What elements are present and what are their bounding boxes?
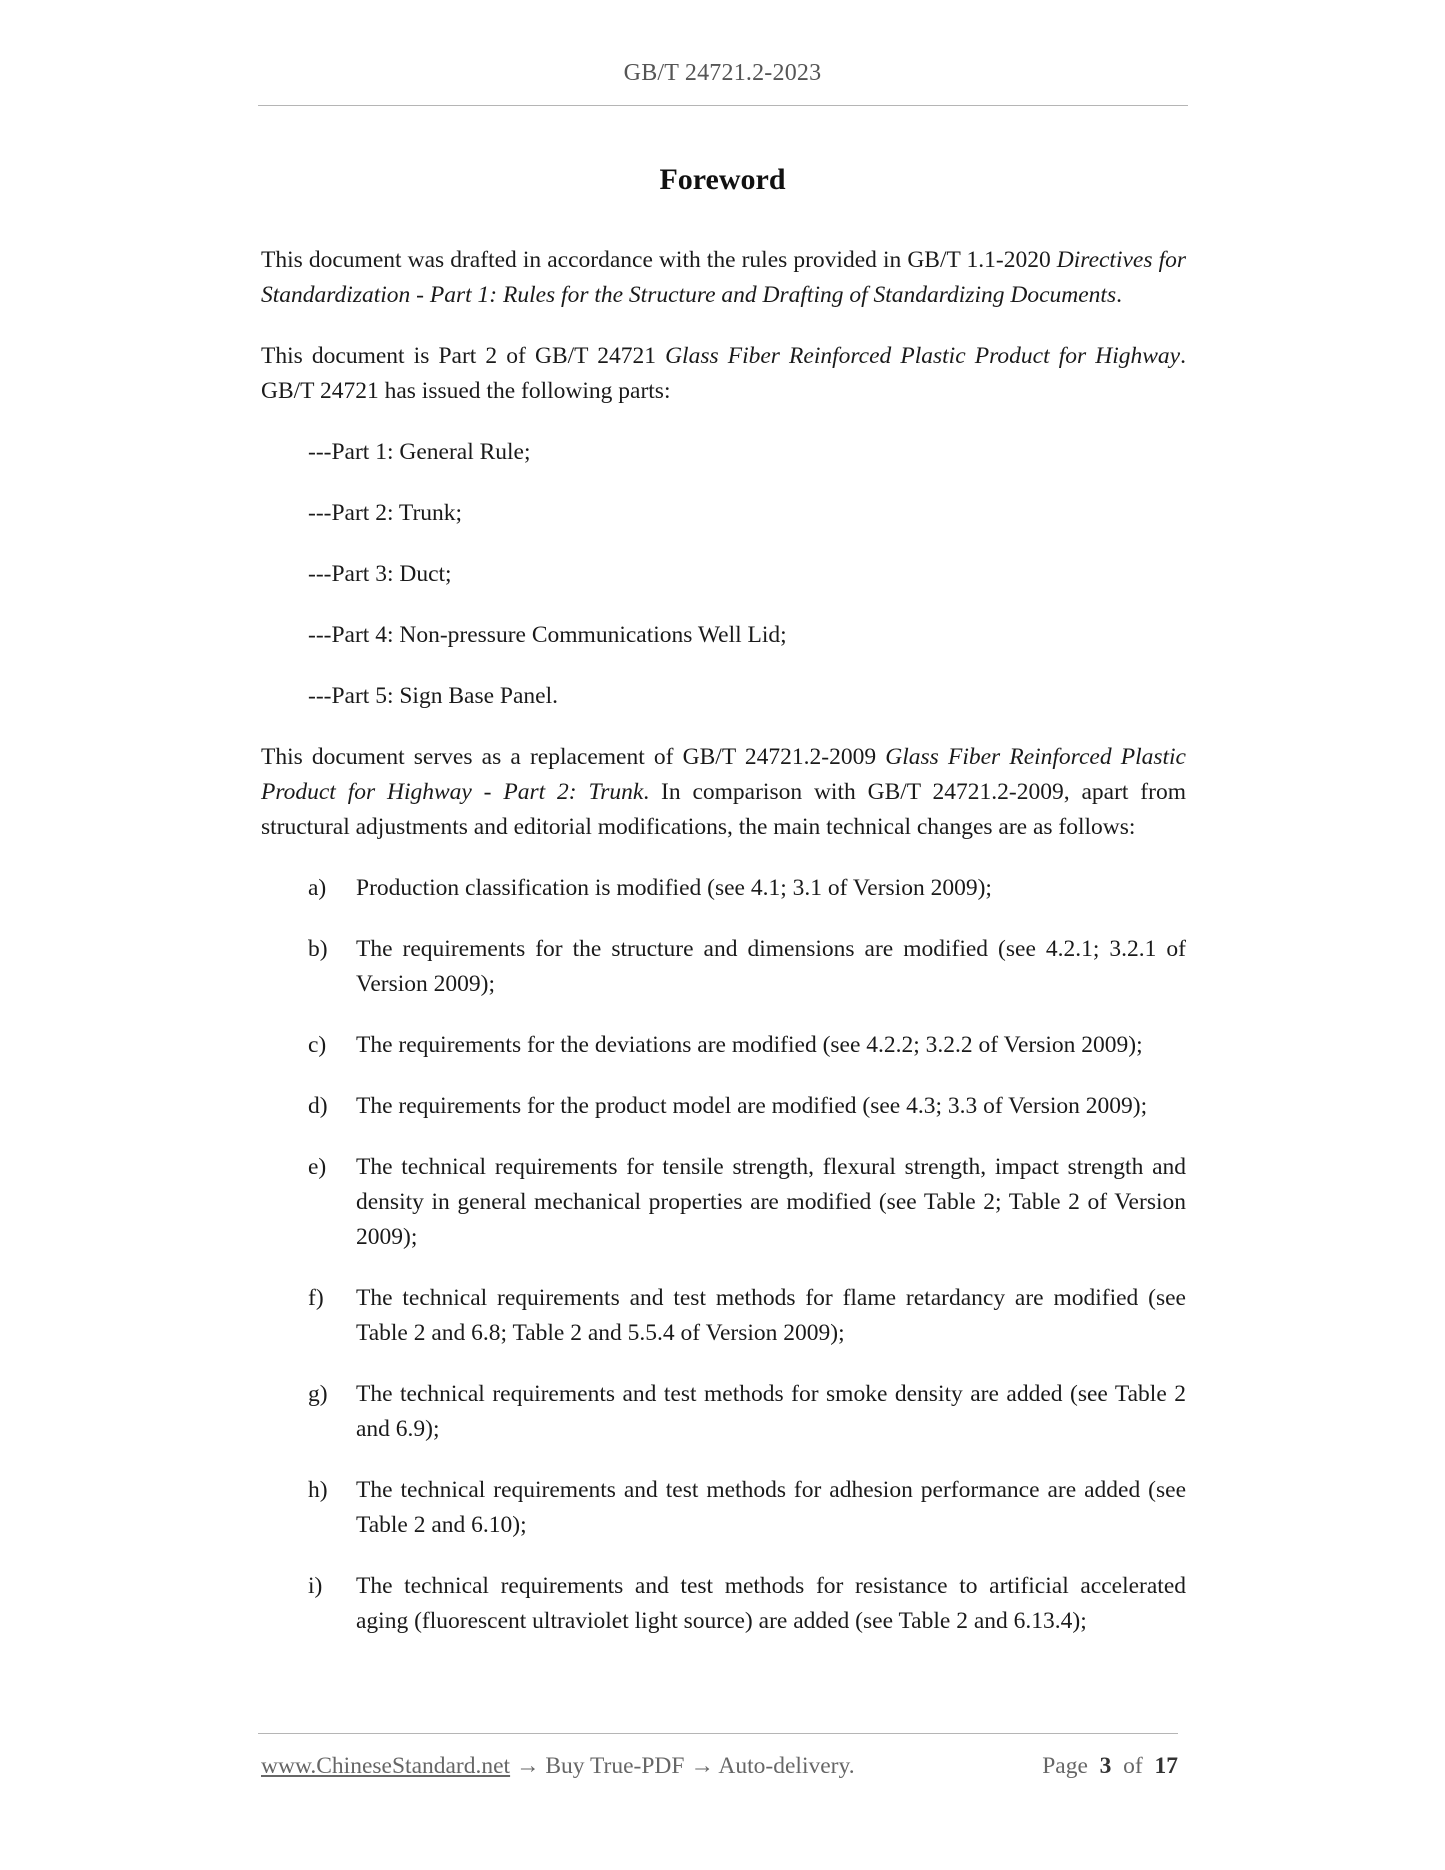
change-text: The requirements for the product model are modified (see 4.3; 3.3 of Version 2009); (356, 1093, 1148, 1119)
change-text: The technical requirements and test methods for resistance to artificial accelerated aging (fluorescent ultraviolet light source) are added (see Table 2 and 6.13.4); (356, 1573, 1186, 1634)
change-marker: h) (308, 1477, 328, 1503)
arrow-right-icon: → (690, 1753, 714, 1779)
change-text: Production classification is modified (see 4.1; 3.1 of Version 2009); (356, 875, 992, 901)
change-text: The requirements for the structure and dimensions are modified (see 4.2.1; 3.2.1 of Version 2009); (356, 936, 1186, 997)
change-marker: g) (308, 1381, 328, 1407)
footer-divider (258, 1733, 1178, 1734)
change-marker: b) (308, 936, 328, 962)
change-item (261, 1377, 1186, 1447)
page-counter (1042, 1753, 1178, 1780)
page-title: Foreword (659, 163, 786, 196)
change-text: The requirements for the deviations are modified (see 4.2.2; 3.2.2 of Version 2009); (356, 1032, 1143, 1058)
change-text: The technical requirements and test methods for flame retardancy are modified (see Table 2 and 6.8; Table 2 and 5.5.4 of Version 2009); (356, 1285, 1186, 1346)
page-total: 17 (1154, 1753, 1178, 1779)
buy-pdf-text: Buy True-PDF (545, 1753, 685, 1779)
paragraph-italic-title: Glass Fiber Reinforced Plastic Product for Highway (665, 343, 1181, 369)
arrow-right-icon: → (515, 1753, 540, 1779)
change-marker: d) (308, 1093, 328, 1119)
change-item (261, 1089, 1186, 1124)
auto-delivery-text: Auto-delivery. (718, 1753, 855, 1779)
paragraph-italic-title: Directives for Standardization - Part 1: Rules for the Structure and Drafting of Standardizing Documents (261, 247, 1186, 308)
change-text: The technical requirements and test methods for smoke density are added (see Table 2 and 6.9); (356, 1381, 1186, 1442)
part-list-item: ---Part 2: Trunk; (308, 500, 463, 526)
part-list-item: ---Part 1: General Rule; (308, 439, 531, 465)
change-marker: c) (308, 1032, 327, 1058)
document-body (261, 243, 1186, 1665)
change-item (261, 1281, 1186, 1351)
of-word: of (1123, 1753, 1143, 1779)
change-item (261, 932, 1186, 1002)
change-item (261, 1150, 1186, 1255)
part-list-item: ---Part 3: Duct; (308, 561, 452, 587)
header-divider (258, 105, 1188, 106)
change-item (261, 1028, 1186, 1063)
part-list-item: ---Part 5: Sign Base Panel. (308, 683, 558, 709)
change-marker: f) (308, 1285, 324, 1311)
paragraph-italic-title: Glass Fiber Reinforced Plastic Product for Highway - Part 2: Trunk (261, 744, 1186, 805)
part-list-item: ---Part 4: Non-pressure Communications Well Lid; (308, 622, 787, 648)
page-number: 3 (1099, 1753, 1112, 1779)
paragraph-text-end: . GB/T 24721 has issued the following parts: (261, 343, 1186, 404)
site-link[interactable]: www.ChineseStandard.net (261, 1753, 511, 1779)
page-footer (261, 1753, 1178, 1780)
change-marker: e) (308, 1154, 327, 1180)
page-word: Page (1042, 1753, 1088, 1779)
paragraph-text: This document is Part 2 of GB/T 24721 (261, 343, 666, 369)
paragraph-text: This document serves as a replacement of GB/T 24721.2-2009 (261, 744, 886, 770)
change-item (261, 1569, 1186, 1639)
paragraph-text-end: . (1116, 282, 1122, 308)
change-marker: a) (308, 875, 327, 901)
paragraph-text-end: . In comparison with GB/T 24721.2-2009, apart from structural adjustments and editorial modifications, the main technical changes are as follows: (261, 779, 1186, 840)
paragraph-part-info (261, 339, 1186, 409)
change-marker: i) (308, 1573, 323, 1599)
change-item (261, 1473, 1186, 1543)
changes-list (261, 871, 1186, 1639)
header-doc-id: GB/T 24721.2-2023 (623, 60, 822, 86)
change-text: The technical requirements for tensile strength, flexural strength, impact strength and density in general mechanical properties are modified (see Table 2; Table 2 of Version 2009); (356, 1154, 1186, 1250)
paragraph-replacement (261, 740, 1186, 845)
paragraph-text: This document was drafted in accordance with the rules provided in GB/T 1.1-2020 (261, 247, 1057, 273)
change-item (261, 871, 1186, 906)
paragraph-drafting-rules (261, 243, 1186, 313)
change-text: The technical requirements and test methods for adhesion performance are added (see Table 2 and 6.10); (356, 1477, 1186, 1538)
